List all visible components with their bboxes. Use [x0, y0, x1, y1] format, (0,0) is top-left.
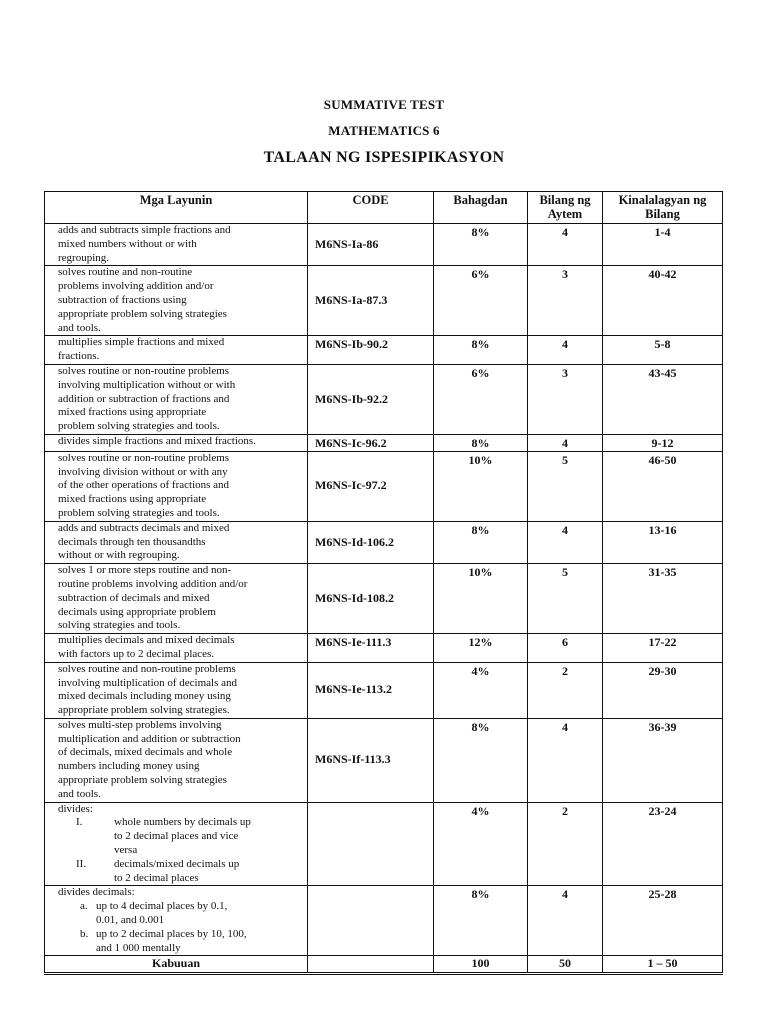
objective-line: routine problems involving addition and/or — [58, 577, 248, 590]
column-header-item-placement: Kinalalagyan ng Bilang — [603, 192, 723, 224]
objective-line: fractions. — [58, 350, 100, 363]
item-count-cell: 4 — [528, 718, 603, 802]
item-count-cell: 4 — [528, 521, 603, 563]
placement-cell: 31-35 — [603, 564, 723, 634]
code-cell — [308, 886, 434, 956]
specification-table — [44, 191, 723, 975]
objective-line: regrouping. — [58, 251, 110, 264]
item-count-cell: 4 — [528, 224, 603, 266]
objective-cell — [45, 451, 308, 521]
column-header-objectives: Mga Layunin — [45, 192, 308, 224]
objective-line: multiplication and addition or subtraction — [58, 732, 241, 745]
item-count-cell: 2 — [528, 802, 603, 886]
objective-line: mixed decimals including money using — [58, 690, 231, 703]
item-count-cell: 3 — [528, 266, 603, 336]
subitem-line: whole numbers by decimals up — [114, 816, 251, 829]
objective-cell — [45, 266, 308, 336]
item-count-cell: 4 — [528, 886, 603, 956]
percentage-cell: 6% — [434, 364, 528, 434]
objective-line: solves 1 or more steps routine and non- — [58, 564, 232, 577]
table-body — [45, 224, 723, 974]
table-row — [45, 451, 723, 521]
objective-line: involving multiplication of decimals and — [58, 676, 238, 689]
objective-line: addition or subtraction of fractions and — [58, 392, 230, 405]
item-count-cell: 5 — [528, 564, 603, 634]
subitem-marker: a. — [80, 900, 88, 913]
placement-cell: 43-45 — [603, 364, 723, 434]
objective-line: multiplies simple fractions and mixed — [58, 336, 225, 349]
subitem-line: versa — [114, 844, 138, 857]
code-cell: M6NS-Ie-111.3 — [308, 634, 434, 663]
objective-line: solves routine or non-routine problems — [58, 364, 230, 377]
total-placement: 1 – 50 — [603, 956, 723, 974]
objective-line: solves routine and non-routine — [58, 266, 193, 279]
code-cell: M6NS-Ic-96.2 — [308, 434, 434, 451]
objective-cell — [45, 802, 308, 886]
objective-line: mixed fractions using appropriate — [58, 406, 207, 419]
document-title-test: SUMMATIVE TEST — [323, 97, 445, 112]
table-row-divides-decimals — [45, 886, 723, 956]
percentage-cell: 12% — [434, 634, 528, 663]
total-item-count: 50 — [528, 956, 603, 974]
table-row — [45, 718, 723, 802]
objective-line: numbers including money using — [58, 760, 200, 773]
subitem-line: up to 4 decimal places by 0.1, — [96, 900, 228, 913]
column-header-percentage: Bahagdan — [434, 192, 528, 224]
objective-line: involving multiplication without or with — [58, 378, 236, 391]
objective-line: solves multi-step problems involving — [58, 718, 222, 731]
code-cell — [308, 802, 434, 886]
subitem-marker: I. — [76, 816, 83, 829]
subitem-marker: II. — [76, 857, 87, 870]
objective-line: appropriate problem solving strategies — [58, 774, 227, 787]
objective-line: without or with regrouping. — [58, 549, 180, 562]
objective-line: subtraction of fractions using — [58, 293, 187, 306]
table-row — [45, 336, 723, 365]
code-cell: M6NS-If-113.3 — [308, 718, 434, 802]
percentage-cell: 8% — [434, 886, 528, 956]
objective-cell — [45, 434, 308, 451]
objective-line: solves routine and non-routine problems — [58, 662, 236, 675]
objective-subitem — [58, 900, 305, 928]
item-count-cell: 6 — [528, 634, 603, 663]
objective-line: decimals through ten thousandths — [58, 535, 206, 548]
percentage-cell: 6% — [434, 266, 528, 336]
subitem-line: to 2 decimal places and vice — [114, 830, 239, 843]
code-cell: M6NS-Id-106.2 — [308, 521, 434, 563]
objective-cell — [45, 886, 308, 956]
table-total-row — [45, 956, 723, 974]
item-count-cell: 3 — [528, 364, 603, 434]
objective-line: multiplies decimals and mixed decimals — [58, 634, 235, 647]
table-row — [45, 564, 723, 634]
objective-lead: divides decimals: — [58, 886, 135, 899]
subitem-line: 0.01, and 0.001 — [96, 914, 165, 927]
objective-line: and tools. — [58, 321, 101, 334]
objective-line: subtraction of decimals and mixed — [58, 591, 210, 604]
subitem-line: and 1 000 mentally — [96, 941, 181, 954]
placement-cell: 46-50 — [603, 451, 723, 521]
objective-cell — [45, 662, 308, 718]
percentage-cell: 8% — [434, 336, 528, 365]
table-row — [45, 634, 723, 663]
subitem-text — [96, 928, 305, 956]
table-header-row — [45, 192, 723, 224]
table-row — [45, 521, 723, 563]
item-count-cell: 5 — [528, 451, 603, 521]
objective-line: adds and subtracts simple fractions and — [58, 224, 231, 236]
objective-line: solving strategies and tools. — [58, 619, 181, 632]
percentage-cell: 8% — [434, 224, 528, 266]
column-header-code: CODE — [308, 192, 434, 224]
objective-cell — [45, 564, 308, 634]
subitem-line: up to 2 decimal places by 10, 100, — [96, 927, 247, 940]
objective-line: of decimals, mixed decimals and whole — [58, 746, 233, 759]
objective-line: divides simple fractions and mixed fractions. — [58, 434, 256, 447]
objective-cell — [45, 521, 308, 563]
objective-line: problem solving strategies and tools. — [58, 506, 220, 519]
percentage-cell: 8% — [434, 718, 528, 802]
placement-cell: 1-4 — [603, 224, 723, 266]
placement-cell: 17-22 — [603, 634, 723, 663]
objective-lead: divides: — [58, 802, 93, 815]
percentage-cell: 8% — [434, 521, 528, 563]
objective-cell — [45, 224, 308, 266]
code-cell: M6NS-Ib-90.2 — [308, 336, 434, 365]
code-cell: M6NS-Ie-113.2 — [308, 662, 434, 718]
percentage-cell: 10% — [434, 564, 528, 634]
objective-line: and tools. — [58, 787, 101, 800]
objective-subitem — [58, 928, 305, 956]
placement-cell: 13-16 — [603, 521, 723, 563]
code-cell: M6NS-Ic-97.2 — [308, 451, 434, 521]
objective-line: appropriate problem solving strategies — [58, 307, 227, 320]
objective-cell — [45, 718, 308, 802]
objective-line: mixed numbers without or with — [58, 237, 197, 250]
percentage-cell: 8% — [434, 434, 528, 451]
objective-subitem — [58, 858, 305, 886]
placement-cell: 36-39 — [603, 718, 723, 802]
document-title-table: TALAAN NG ISPESIPIKASYON — [263, 149, 505, 166]
objective-line: appropriate problem solving strategies. — [58, 704, 230, 717]
objective-line: adds and subtracts decimals and mixed — [58, 521, 230, 534]
objective-line: of the other operations of fractions and — [58, 479, 230, 492]
item-count-cell: 4 — [528, 336, 603, 365]
objective-line: involving division without or with any — [58, 465, 228, 478]
code-cell: M6NS-Ib-92.2 — [308, 364, 434, 434]
percentage-cell: 4% — [434, 802, 528, 886]
subitem-text — [114, 816, 305, 857]
total-label: Kabuuan — [45, 956, 308, 974]
table-row — [45, 434, 723, 451]
objective-subitem — [58, 816, 305, 857]
column-header-item-count: Bilang ng Aytem — [528, 192, 603, 224]
subitem-line: decimals/mixed decimals up — [114, 857, 240, 870]
placement-cell: 29-30 — [603, 662, 723, 718]
objective-cell — [45, 336, 308, 365]
objective-line: mixed fractions using appropriate — [58, 493, 207, 506]
table-row — [45, 266, 723, 336]
placement-cell: 9-12 — [603, 434, 723, 451]
total-code-cell — [308, 956, 434, 974]
subitem-text — [96, 900, 305, 928]
subitem-marker: b. — [80, 927, 89, 940]
item-count-cell: 4 — [528, 434, 603, 451]
placement-cell: 25-28 — [603, 886, 723, 956]
document-title-subject: MATHEMATICS 6 — [328, 123, 440, 138]
table-row — [45, 364, 723, 434]
placement-cell: 40-42 — [603, 266, 723, 336]
percentage-cell: 10% — [434, 451, 528, 521]
percentage-cell: 4% — [434, 662, 528, 718]
objective-line: decimals using appropriate problem — [58, 605, 216, 618]
subitem-line: to 2 decimal places — [114, 871, 199, 884]
objective-line: solves routine or non-routine problems — [58, 451, 230, 464]
placement-cell: 23-24 — [603, 802, 723, 886]
code-cell: M6NS-Ia-87.3 — [308, 266, 434, 336]
objective-cell — [45, 364, 308, 434]
code-cell: M6NS-Ia-86 — [308, 224, 434, 266]
item-count-cell: 2 — [528, 662, 603, 718]
table-row — [45, 224, 723, 266]
table-row-divides — [45, 802, 723, 886]
subitem-text — [114, 858, 305, 886]
code-cell: M6NS-Id-108.2 — [308, 564, 434, 634]
objective-line: problems involving addition and/or — [58, 280, 214, 293]
placement-cell: 5-8 — [603, 336, 723, 365]
total-percentage: 100 — [434, 956, 528, 974]
objective-line: problem solving strategies and tools. — [58, 420, 220, 433]
table-row — [45, 662, 723, 718]
objective-line: with factors up to 2 decimal places. — [58, 647, 215, 660]
objective-cell — [45, 634, 308, 663]
